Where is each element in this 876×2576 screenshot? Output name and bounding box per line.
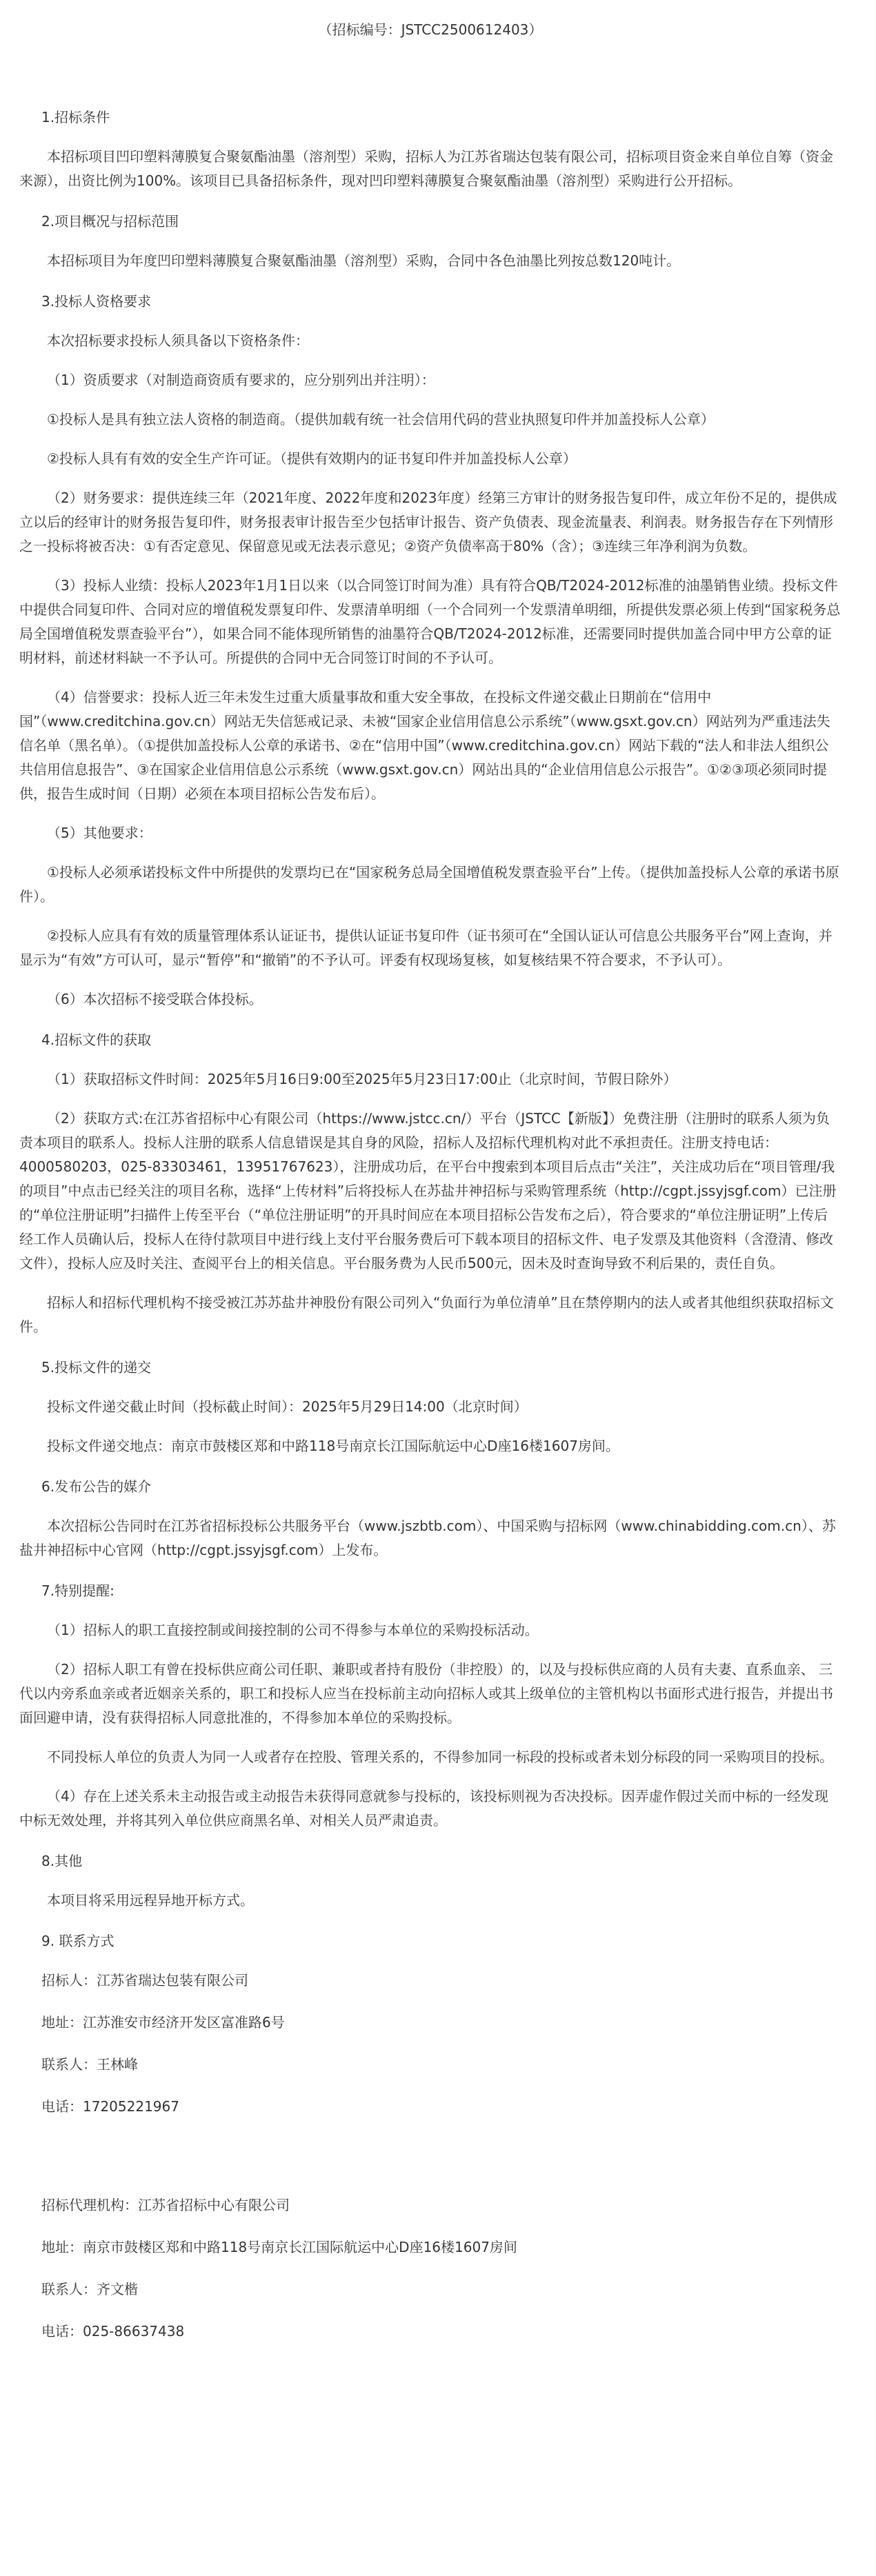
publication-media: 本次招标公告同时在江苏省招标投标公共服务平台（www.jszbtb.com）、中国采购与招标网（www.chinabidding.com.cn）、苏盐井神招标中心官网（http://cgpt.jssyjsgf.com）上发布。 [19, 1518, 836, 1558]
agency-contact: 联系人：齐文楷 [41, 2281, 138, 2297]
tenderer-phone: 电话：17205221967 [41, 2098, 179, 2115]
bid-location: 投标文件递交地点：南京市鼓楼区郑和中路118号南京长江国际航运中心D座16楼1607房间。 [47, 1438, 619, 1454]
document-acquisition-method: （2）获取方式:在江苏省招标中心有限公司（https://www.jstcc.cn/）平台（JSTCC【新版】）免费注册（注册时的联系人须为负责本项目的联系人。投标人注册的联系人信息错误是其自身的风险，招标人及招标代理机构对此不承担责任。注册支持电话：4000580203，025-83303461，13951767623），注册成功后，在平台中搜索到本项目后点击“关注”，关注成功后在“项目管理/我的项目”中点击已经关注的项目名称，选择“上传材料”后将投标人在苏盐井神招标与采购管理系统（http://cgpt.jssyjsgf.com）已注册的“单位注册证明”扫描件上传至平台（“单位注册证明”的开具时间应在本项目招标公告发布之后），符合要求的“单位注册证明”上传后经工作人员确认后，投标人在待付款项目中进行线上支付平台服务费后可下载本项目的招标文件、电子发票及其他资料（含澄清、修改文件），投标人应及时关注、查阅平台上的相关信息。平台服务费为人民币500元，因未及时查询导致不利后果的，责任自负。 [19, 1110, 837, 1271]
tenderer-name: 招标人：江苏省瑞达包装有限公司 [41, 1972, 248, 1989]
section-4-title: 4.招标文件的获取 [41, 1032, 152, 1048]
consortium-note: （6）本次招标不接受联合体投标。 [47, 991, 263, 1007]
section-3-title: 3.投标人资格要求 [41, 293, 152, 310]
other-requirements: （5）其他要求： [47, 825, 152, 841]
bid-deadline: 投标文件递交截止时间（投标截止时间）：2025年5月29日14:00（北京时间） [47, 1398, 528, 1415]
agency-name: 招标代理机构：江苏省招标中心有限公司 [41, 2197, 290, 2213]
section-7-title: 7.特别提醒: [41, 1582, 115, 1599]
section-2-title: 2.项目概况与招标范围 [41, 213, 179, 230]
qualification-item-1: ①投标人是具有独立法人资格的制造商。（提供加载有统一社会信用代码的营业执照复印件并加盖投标人公章） [47, 411, 715, 427]
credit-requirement: （4）信誉要求：投标人近三年未发生过重大质量事故和重大安全事故，在投标文件递交截止日期前在“信用中国”（www.creditchina.gov.cn）网站无失信惩戒记录、未被“国家企业信用信息公示系统”（www.gsxt.gov.cn）网站列为严重违法失信名单（黑名单）。（①提供加盖投标人公章的承诺书、②在“信用中国”（www.creditchina.gov.cn）网站下载的“法人和非法人组织公共信用信息报告”、③在国家企业信用信息公示系统（www.gsxt.gov.cn）网站出具的“企业信用信息公示报告”。①②③项必须同时提供，报告生成时间（日期）必须在本项目招标公告发布后）。 [19, 689, 830, 802]
tender-number: （招标编号：JSTCC2500612403） [318, 21, 543, 38]
tenderer-address: 地址：江苏淮安市经济开发区富准路6号 [41, 2014, 285, 2031]
financial-requirement: （2）财务要求：提供连续三年（2021年度、2022年度和2023年度）经第三方审计的财务报告复印件，成立年份不足的，提供成立以后的经审计的财务报告复印件，财务报表审计报告至少包括审计报告、资产负债表、现金流量表、利润表。财务报告存在下列情形之一投标将被否决：①有否定意见、保留意见或无法表示意见；②资产负债率高于80%（含）；③连续三年净利润为负数。 [19, 490, 837, 554]
section-5-title: 5.投标文件的递交 [41, 1359, 152, 1376]
section-8-paragraph: 本项目将采用远程异地开标方式。 [47, 1892, 254, 1909]
document-acquisition-restriction: 招标人和招标代理机构不接受被江苏苏盐井神股份有限公司列入“负面行为单位清单”且在禁停期内的法人或者其他组织获取招标文件。 [19, 1294, 834, 1335]
qualification-requirement: （1）资质要求（对制造商资质有要求的，应分别列出并注明）： [47, 372, 435, 388]
section-9-title: 9. 联系方式 [41, 1933, 115, 1949]
spacer [19, 2137, 842, 2193]
qualification-item-2: ②投标人具有有效的安全生产许可证。（提供有效期内的证书复印件并加盖投标人公章） [47, 450, 577, 467]
section-8-title: 8.其他 [41, 1853, 83, 1869]
reminder-3: 不同投标人单位的负责人为同一人或者存在控股、管理关系的，不得参加同一标段的投标或者未划分标段的同一采购项目的投标。 [47, 1749, 833, 1765]
tenderer-contact: 联系人：王林峰 [41, 2056, 138, 2073]
reminder-4: （4）存在上述关系未主动报告或主动报告未获得同意就参与投标的，该投标则视为否决投标。因弄虚作假过关而中标的一经发现中标无效处理，并将其列入单位供应商黑名单、对相关人员严肃追责。 [19, 1788, 828, 1829]
section-2-paragraph: 本招标项目为年度凹印塑料薄膜复合聚氨酯油墨（溶剂型）采购，合同中各色油墨比列按总数120吨计。 [47, 252, 681, 269]
reminder-1: （1）招标人的职工直接控制或间接控制的公司不得参与本单位的采购投标活动。 [47, 1622, 539, 1638]
document-acquisition-time: （1）获取招标文件时间：2025年5月16日9:00至2025年5月23日17:00止（北京时间，节假日除外） [47, 1071, 677, 1087]
other-requirement-2: ②投标人应具有有效的质量管理体系认证证书，提供认证证书复印件（证书须可在“全国认证认可信息公共服务平台”网上查询，并显示为“有效”方可认可，显示“暂停”和“撤销”的不予认可。评委有权现场复核，如复核结果不符合要求，不予认可）。 [19, 927, 833, 968]
agency-phone: 电话：025-86637438 [41, 2323, 185, 2339]
agency-address: 地址：南京市鼓楼区郑和中路118号南京长江国际航运中心D座16楼1607房间 [41, 2239, 517, 2255]
section-1-paragraph: 本招标项目凹印塑料薄膜复合聚氨酯油墨（溶剂型）采购，招标人为江苏省瑞达包装有限公司，招标项目资金来自单位自筹（资金来源），出资比例为100%。该项目已具备招标条件，现对凹印塑料薄膜复合聚氨酯油墨（溶剂型）采购进行公开招标。 [19, 148, 833, 189]
other-requirement-1: ①投标人必须承诺投标文件中所提供的发票均已在“国家税务总局全国增值税发票查验平台”上传。（提供加盖投标人公章的承诺书原件）。 [19, 864, 839, 905]
section-1-title: 1.招标条件 [41, 109, 110, 125]
section-3-intro: 本次招标要求投标人须具备以下资格条件： [47, 332, 309, 349]
section-6-title: 6.发布公告的媒介 [41, 1478, 152, 1495]
performance-requirement: （3）投标人业绩：投标人2023年1月1日以来（以合同签订时间为准）具有符合QB/T2024-2012标准的油墨销售业绩。投标文件中提供合同复印件、合同对应的增值税发票复印件、发票清单明细（一个合同列一个发票清单明细，所提供发票必须上传到“国家税务总局全国增值税发票查验平台”），如果合同不能体现所销售的油墨符合QB/T2024-2012标准，还需要同时提供加盖合同中甲方公章的证明材料，前述材料缺一不予认可。所提供的合同中无合同签订时间的不予认可。 [19, 577, 841, 666]
reminder-2: （2）招标人职工有曾在投标供应商公司任职、兼职或者持有股份（非控股）的，以及与投标供应商的人员有夫妻、直系血亲、 三代以内旁系血亲或者近姻亲关系的，职工和投标人应当在投标前主动向招标人或其上级单位的主管机构以书面形式进行报告，并提出书面回避申请，没有获得招标人同意批准的，不得参加本单位的采购投标。 [19, 1661, 833, 1726]
